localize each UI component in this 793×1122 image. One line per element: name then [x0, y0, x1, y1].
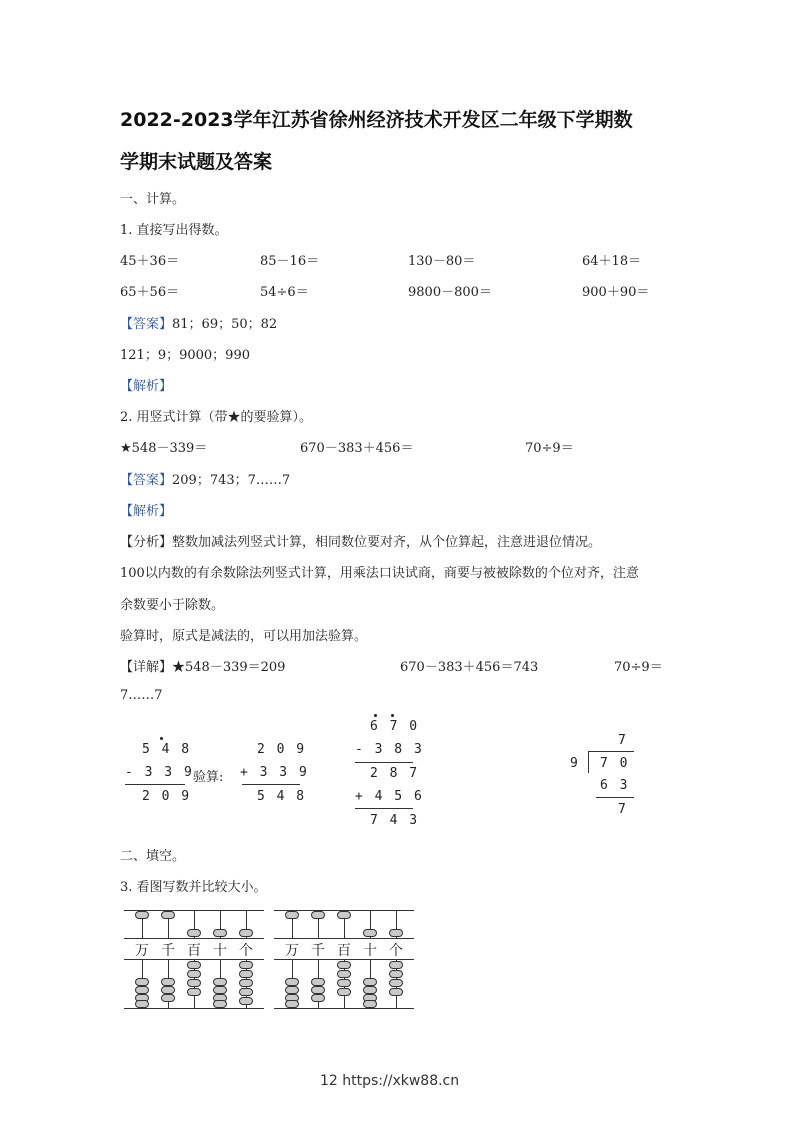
abacus-lower-bead: [389, 970, 403, 978]
abacus-lower-bead: [239, 997, 253, 1005]
abacus-lower-bead: [337, 970, 351, 978]
vcalc-row: + 3 3 9: [240, 765, 309, 780]
abacus-lower-bead: [135, 978, 149, 986]
vcalc-row: 5 4 8: [142, 742, 192, 757]
q2-para3: 验算时，原式是减法的，可以用加法验算。: [120, 629, 368, 644]
q1-answer-line2: 121；9；9000；990: [120, 348, 250, 363]
abacus-lower-bead: [187, 988, 201, 996]
page-title-line1: 2022-2023学年江苏省徐州经济技术开发区二年级下学期数: [120, 109, 633, 131]
page-footer: 12 https://xkw88.cn: [320, 1073, 460, 1089]
abacus-lower-bead: [135, 1000, 149, 1008]
abacus-place-label: 个: [239, 943, 253, 959]
vcalc-row: 2 0 9: [142, 789, 192, 804]
borrow-dot: [160, 737, 163, 740]
answer-tag: 【答案】: [120, 317, 173, 332]
vcalc-line: [125, 784, 185, 785]
section-calc-heading: 一、计算。: [120, 192, 186, 207]
abacus-upper-bead: [311, 911, 325, 919]
vcalc-row: 7 4 3: [370, 813, 420, 828]
detail-text-3b: 7……7: [120, 688, 163, 703]
q2-para2b: 余数要小于除数。: [120, 598, 225, 613]
abacus-upper-bead: [187, 929, 201, 937]
abacus-upper-bead: [285, 911, 299, 919]
division-remainder: 7: [618, 802, 626, 817]
vcalc-row: - 3 8 3: [355, 742, 424, 757]
q2-label: 2. 用竖式计算（带★的要验算）。: [120, 410, 313, 425]
abacus-upper-bead: [161, 911, 175, 919]
borrow-dot: [374, 714, 377, 717]
abacus-bottom-frame: [274, 1008, 414, 1009]
abacus-lower-bead: [239, 961, 253, 969]
vcalc-row: 5 4 8: [257, 789, 307, 804]
q2-item: 70÷9＝: [525, 441, 574, 456]
abacus-upper-bead: [135, 911, 149, 919]
vcalc-line: [355, 808, 413, 809]
q1-item: 900＋90＝: [582, 285, 650, 300]
abacus-lower-bead: [187, 970, 201, 978]
vcalc-row: 2 8 7: [370, 766, 420, 781]
detail-tag: 【详解】: [120, 660, 173, 675]
abacus-place-label: 百: [187, 943, 201, 959]
abacus-lower-bead: [389, 961, 403, 969]
vcalc-line: [355, 762, 413, 763]
abacus-lower-bead: [363, 1000, 377, 1008]
vcalc-line: [242, 784, 300, 785]
abacus-place-label: 百: [337, 943, 351, 959]
abacus-lower-bead: [363, 986, 377, 994]
abacus-upper-bead: [337, 911, 351, 919]
abacus-lower-bead: [311, 978, 325, 986]
abacus-upper-bead: [239, 929, 253, 937]
abacus-place-label: 个: [389, 943, 403, 959]
check-label: 验算:: [193, 770, 224, 785]
q2-analysis-tag: 【解析】: [120, 504, 173, 519]
abacus-lower-bead: [213, 978, 227, 986]
abacus-place-label: 万: [135, 943, 149, 959]
vcalc-row: 6 7 0: [370, 719, 420, 734]
q1-analysis-tag: 【解析】: [120, 379, 173, 394]
q3-label: 3. 看图写数并比较大小。: [120, 880, 267, 895]
division-quotient: 7: [618, 733, 626, 748]
abacus-lower-bead: [337, 961, 351, 969]
page-title-line2: 学期末试题及答案: [120, 151, 273, 173]
abacus-lower-bead: [389, 979, 403, 987]
abacus-lower-bead: [239, 988, 253, 996]
q1-label: 1. 直接写出得数。: [120, 223, 228, 238]
abacus-upper-bead: [363, 929, 377, 937]
vcalc-row: - 3 3 9: [125, 765, 194, 780]
q2-item: ★548－339＝: [120, 441, 208, 456]
q1-item: 85－16＝: [260, 254, 320, 269]
q2-para2a: 100以内数的有余数除法列竖式计算，用乘法口诀试商，商要与被被除数的个位对齐，注意: [120, 566, 639, 581]
abacus-beam-top: [274, 938, 414, 939]
q1-item: 65＋56＝: [120, 285, 180, 300]
q2-fenxi: [120, 531, 601, 550]
abacus-bottom-frame: [124, 1008, 264, 1009]
abacus-lower-bead: [161, 986, 175, 994]
abacus-upper-bead: [389, 929, 403, 937]
abacus-place-label: 千: [311, 943, 325, 959]
abacus-beam-top: [124, 938, 264, 939]
borrow-dot: [391, 714, 394, 717]
abacus-lower-bead: [311, 986, 325, 994]
division-product: 6 3: [600, 778, 630, 793]
abacus-lower-bead: [187, 979, 201, 987]
q2-detail: [120, 656, 285, 675]
abacus-lower-bead: [363, 978, 377, 986]
abacus-lower-bead: [285, 978, 299, 986]
abacus-lower-bead: [337, 988, 351, 996]
abacus-lower-bead: [285, 986, 299, 994]
q1-item: 130－80＝: [408, 254, 476, 269]
abacus-place-label: 万: [285, 943, 299, 959]
abacus-lower-bead: [161, 978, 175, 986]
abacus-lower-bead: [389, 988, 403, 996]
abacus-lower-bead: [161, 994, 175, 1002]
division-bracket: [588, 751, 589, 773]
q1-answer: [120, 313, 277, 332]
answer-text: 209；743；7……7: [172, 473, 291, 488]
answer-text: 81；69；50；82: [172, 317, 278, 332]
abacus-left: [124, 908, 264, 1010]
q2-item: 670－383＋456＝: [300, 441, 414, 456]
abacus-lower-bead: [213, 986, 227, 994]
section-fill-heading: 二、填空。: [120, 849, 186, 864]
abacus-lower-bead: [285, 1000, 299, 1008]
division-line: [596, 797, 634, 798]
abacus-place-label: 千: [161, 943, 175, 959]
q1-item: 9800－800＝: [408, 285, 492, 300]
abacus-lower-bead: [311, 994, 325, 1002]
fenxi-text: 整数加减法列竖式计算，相同数位要对齐，从个位算起，注意进退位情况。: [172, 535, 602, 550]
division-dividend: 7 0: [600, 756, 630, 771]
abacus-place-label: 十: [213, 943, 227, 959]
abacus-right: [274, 908, 414, 1010]
abacus-upper-bead: [213, 929, 227, 937]
abacus-lower-bead: [213, 1000, 227, 1008]
q1-item: 64＋18＝: [582, 254, 642, 269]
vcalc-row: 2 0 9: [257, 742, 307, 757]
abacus-lower-bead: [239, 970, 253, 978]
vcalc-row: + 4 5 6: [355, 789, 424, 804]
q1-item: 45＋36＝: [120, 254, 180, 269]
fenxi-tag: 【分析】: [120, 535, 173, 550]
division-bar: [588, 751, 634, 752]
abacus-lower-bead: [187, 961, 201, 969]
abacus-lower-bead: [135, 986, 149, 994]
answer-tag: 【答案】: [120, 473, 173, 488]
q1-item: 54÷6＝: [260, 285, 309, 300]
detail-text-1: ★548－339＝209: [172, 660, 286, 675]
detail-text-2: 670－383＋456＝743: [400, 660, 539, 675]
detail-text-3: 70÷9＝: [614, 660, 663, 675]
abacus-lower-bead: [239, 979, 253, 987]
q2-answer: [120, 469, 290, 488]
abacus-lower-bead: [337, 979, 351, 987]
abacus-place-label: 十: [363, 943, 377, 959]
division-divisor: 9: [570, 756, 578, 771]
